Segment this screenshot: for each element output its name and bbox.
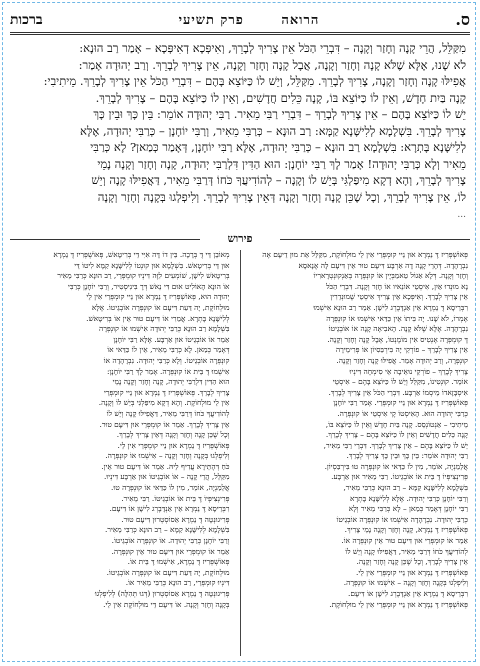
chapter-heading [163, 12, 336, 28]
commentary-line: פְּרִינְצִיפְּיוֹ דֶּ בֵּית אוֹ אוֹבְגֵיטוֹ. רַבִּי מֵאִיר. [121, 493, 230, 503]
commentary-line: אִין לֵי מוּלְחוֹקֶת. וְהָא דְקָא מִיפַּלְגִּי בְּיֵשׁ לוֹ וְקָנָה. [98, 398, 230, 408]
commentary-line: פְּרִינְצִיפְּיוֹ דֶּ בֵּית אוֹ אוֹבְגֵיטוֹ. רַבִּי מֵאִיר אוּן אַרְבָּע. [331, 472, 468, 482]
commentary-line: בִּשְׁלָמָא לְלִישָּׁנָא קַמָּא – רַב הוּנָא כְּרַבִּי מֵאִיר, [343, 483, 468, 493]
text-continuation: ... [457, 210, 466, 220]
commentary-line: רִבְּרֵיסָא דֶּ נֵמְרָא אֵין אַנְדָּבֶרְג לִישָׁן. אַמֵר רַב הוּנָא אִישְׁמוּ [313, 302, 468, 312]
commentary-line: אוֹמֵר. קוּנְטִינוֹ, מִקַּלֵּל וְיֵשׁ לוֹ כַּיּוֹצֵא בָּהֶם – אִיסְטֵי [332, 377, 468, 387]
commentary-line: רַבִּי יְהוּדָה אוֹמֵר: בֵּין כָּךְ וּבֵין כָּךְ צָרִיךְ לְבָרֵךְ. [346, 451, 468, 461]
commentary-line: יְהוּדָה הוּא, פְּאוֹשְׁפְּרִיז דֶּ נֵמְרָא אוּן נֵיי קוּמְפְּרֵי אִין לֵי [86, 292, 230, 302]
commentary-line: מֵיתִיבִי – אַנְטוֹנְסֵס. קָנָה בַּיִת חָדָשׁ וְאֵין לוֹ כַּיּוֹצֵא בּוֹ, [325, 419, 468, 429]
commentary-line: יֵשׁ לוֹ כַּיּוֹצֵא בָּהֶם – אֵין צָרִיךְ לְבָרֵךְ. דִּבְרֵי רַבִּי מֵאִיר, [323, 440, 468, 450]
commentary-line: אֲלֵמַנְיָה, אוֹמֵר, מִין לוֹ כַּדַּאי אוֹ קוּנְפְּרָה טוּ בִּירְבַּסְיוֹן. [324, 461, 468, 471]
text-line: לוֹ, אֵין צָרִיךְ לְבָרֵךְ, וְכָל שֶׁכֵּן קָנָה וְחָזַר וְקָנָה דְּאֵין צָרִיךְ לְבָרֵךְ. וְלִיפְלְגוּ בְּקָנָה וְחָזַר וְקָנָה [97, 189, 466, 204]
commentary-line: בִּשְׁלָמָא לְלִישָּׁנָא קַמָּא – רַב הוּנָא כְּרַבִּי מֵאִיר. [104, 525, 230, 535]
commentary-line: קָנָה כֵּלִים חֲדָשִׁים וְאֵין לוֹ כַּיּוֹצֵא בָּהֶם – צָרִיךְ לְבָרֵךְ. [325, 430, 468, 440]
commentary-line: וְלִיפְלְגוּ בְּקָנָה וְחָזַר וְקָנָה – אִישְׁמוּ אוֹ קוּנְפְּרָה. [105, 451, 230, 461]
commentary-line: פְּרִיגוּנְטָה דֶּ נֵמְרָא אַסוֹסְטְרוּן (דְּגוּ תְּהִלָּה) לְלִיפְלְגוּ [94, 589, 230, 598]
commentary-line: פְּאוֹשְׁפְּרִיז דֶּ נֵמְרָא אוּן נֵיי קוּמְפְּרֵי אִין לֵי מוּלְחוֹקֶת. [329, 599, 468, 609]
chapter-label: פרק תשיעי [178, 13, 244, 28]
header-rule [10, 32, 470, 33]
commentary-line: וְלִיפְלְגוּ בְּקָנָה וְחָזַר וְקָנָה – אִישְׁמוּ אוֹ קוּנְפְּרָה. [343, 578, 468, 588]
commentary-line: פְּאוֹשְׁפְּרִיז דֶּ נֵמְרָא אוּן נֵיי קוּמְפְּרֵי אִין לֵי מוּלְחוֹקֶת, מִקַּלֵּל אֵת מוּן דֵיעָם אָה [262, 250, 468, 259]
commentary-title: פירוש [227, 232, 253, 245]
commentary-column-left [12, 250, 230, 656]
commentary-line: נִבְרָהָדָה. אֶלָּא שֶׁלֹּא קָנָה. הָאבִיאָה קָנָה אוֹ אוֹבְגֵיטוֹ [328, 324, 468, 334]
text-line: אֲפִילּוּ קָנָה וְחָזַר וְקָנָה, צָרִיךְ לְבָרֵךְ. מִקַּלֵּל, וְיֵשׁ לוֹ כַּיּוֹצֵא בָּהֶם – דִּבְרֵי הַכֹּל אֵין צָרִיךְ לְבָרֵךְ. מֵיתִיבִי: [43, 74, 466, 88]
commentary-line: כֹּחַ דְּהֶתֵּירָא עֲדִיף לֵיהּ. אַמֵר אוֹ דִּיעָם טוּר אֵין. [101, 461, 230, 471]
commentary-line: קוּנְפְּרָה, וְרַב יְהוּדָה אָמַר. אֲפִילּוּ קָנָה וְחָזַר וְקָנָה. [336, 355, 468, 365]
commentary-line: אֵין צָרִיךְ לְבָרֵךְ. וְאִיפְּכָא אֵין צָרִיךְ אִיסְטֵי שֶׁמוּנְדֵרִין [330, 292, 468, 302]
commentary-line: אַמֵר אוֹ אוֹבְגֵיטוֹ אוּן אַרְבָּע. אֶלָּא רַבִּי יוֹחָנָן [113, 334, 230, 344]
commentary-line: אָמְרוֹ, לֹא שָׁנוּ. יָה בִּיתוֹ אֵין כַּדַּאי אִישְׁמוּ אוֹ קוּנְפְּרָה [326, 313, 468, 323]
commentary-line: דְּאָמַר כְּמַאן. לָא כְּרַבִּי מֵאִיר, אֵין לוֹ כַּדַּאי אוֹ [107, 345, 230, 355]
commentary-column-right [251, 250, 469, 656]
commentary-line: פְּרִיגוּנְטָה דֶּ נֵמְרָא אַסוֹסְטְרוּן דִּיעָם טוּר. [121, 514, 230, 524]
commentary-line: פְּאוֹשְׁפְּרִיז דֶּ נֵמְרָא אוּן נֵיי קוּמְפְּרֵי אִין לֵי. [356, 567, 468, 577]
commentary-line: אֵין צָרִיךְ לְבָרֵךְ, וְכָל שֶׁכֵּן קָנָה וְחָזַר וְקָנָה. [356, 557, 468, 567]
commentary-heading [10, 232, 470, 246]
commentary-line: פְּאוֹשְׁפְּרִיז דֶּ נֵמְרָא אוּן נֵיי קוּמְפְּרֵי. אָמַר רַבִּי יוֹחָנָן [333, 398, 468, 408]
commentary-line: אֵין צָרִיךְ לְבָרֵךְ. אַמֵר אוֹ קוּמְפְּרֵי אוּן דִּיעָם טוּר. [99, 419, 230, 429]
tractate-name: ברכות [10, 11, 43, 28]
commentary-line: בְּרִיטָאשׁ לִישָׁן, שׁוֹמְעִים לִזֶּה דִּינְיוּ קוּמְפְּרֵי, רַב הוּנָא כְּרַבִּי מֵאִיר [57, 271, 230, 281]
commentary-line: רִבְּרֵיסָא דֶּ נֵמְרָא אֵין אַנְדָּבֶרְג לִישָׁן אוֹ דִּיעָם. [109, 504, 230, 514]
commentary-columns [12, 250, 468, 656]
commentary-line: אוּן דֵּי בְּרִיטָאשׁ. בִּשְׁלָמָא אוּן קוּנְטוֹ לְלִישָּׁנָא קַמָּא לִיטוֹ דֵּי [74, 260, 230, 270]
text-line: קָנָה בַּיִת חָדָשׁ, וְאֵין לוֹ כַּיּוֹצֵא בּוֹ, קָנָה כֵּלִים חֲדָשִׁים, וְאֵין לוֹ כַּיּוֹצֵא בָּהֶם – צָרִיךְ לְבָרֵךְ. [95, 90, 466, 105]
commentary-line: נָא מוּנְדוּ אַיִן, אִיסְטֵי אוֹנֵאיו אוֹ חָזַר וְקָנָה. דִּבְרֵי הַכֹּל [326, 281, 468, 291]
commentary-line: פְּאוֹשְׁפְּרִיז דֶּ נֵמְרָא, קָנָה וְחָזַר וְקָנָה נָמֵי צָרִיךְ. [344, 525, 468, 535]
commentary-line: כְּרַבִּי יְהוּדָה הוּא. הָאִיסְטוֹ קֶי אִיסְטֵי אוֹ קוּנְפְּרָה. [337, 408, 468, 418]
chapter-name: הרואה [281, 13, 320, 28]
commentary-line: רַבִּי יוֹחָנָן דְּאָמַר כְּמַאן – לָא כְּרַבִּי מֵאִיר וְלָא [348, 504, 468, 514]
commentary-line: מִקַּלֵּל, הֲרֵי קָנָה – אוֹ אוֹבְגֵיטוֹ אוּן אַרְבָּע דִּינְיוּ. [103, 472, 230, 482]
main-text [14, 40, 466, 220]
commentary-line: דִּינְיוּ קוּמְפְּרֵי, רַב הוּנָא כְּרַבִּי מֵאִיר אוֹ. [125, 578, 230, 588]
commentary-line: לְהוֹדִיעֲךָ כֹּחוֹ דְּרַבִּי מֵאִיר, דַּאֲפִילּוּ קָנָה וְיֵשׁ לוֹ [106, 408, 230, 418]
text-line: מִקַּלֵּל, הֲרֵי קָנָה וְחָזַר וְקָנָה – דִּבְרֵי הַכֹּל אֵין צָרִיךְ לְבָרֵךְ, וְאִיפְּכָא דְאִיפְּכָא – אָמַר רַב הוּנָא: [79, 41, 466, 55]
commentary-line: צָרִיךְ לְבָרֵךְ – פוֹרְקֵי נוּאֵיבָה אֵי סִימְחָה דִּינְיוּ [349, 366, 468, 376]
commentary-line: הוּא הַדִּין דִּלְרַבִּי יְהוּדָה, קָנָה וְחָזַר וְקָנָה נָמֵי [112, 377, 230, 387]
commentary-line: מוּלְחוֹקֶת, יָה דַּעַת דִּיעָם אוֹ קוּנְפְּרָה אוֹבְגֵיטוֹ. [106, 567, 230, 577]
commentary-line: מוּלְחוֹקֶת, יָה דַּעַת דִּיעָם אוֹ קוּנְפְּרָה אוֹבְגֵיטוֹ. אֶלָּא [91, 302, 230, 312]
commentary-line: פְּאוֹשְׁפְּרִיז דֶּ נֵמְרָא, אִישְׁמוּ דֶּ בֵּית אוֹ. [127, 557, 230, 567]
page-header [10, 10, 470, 30]
commentary-line: אִישְׁמוּ דֶּ בֵּית אוֹ קוּנְפְּרָה. אָמַר לָךְ רַבִּי יוֹחָנָן: [106, 366, 230, 376]
text-line: לְלִישָּׁנָא בָּתְרָא: בִּשְׁלָמָא רַב הוּנָא – כְּרַבִּי יְהוּדָה, אֶלָּא רַבִּי יוֹחָנָן, דְּאָמַר כְּמַאן? לָא כְּרַבִּי [90, 140, 466, 154]
commentary-line: בְּקָנָה וְחָזַר וְקָנָה. אוֹ דִּיעָם דֵּי מוּלְחוֹקֶת אִין לֵי. [103, 599, 230, 609]
text-line: יֵשׁ לוֹ כַּיּוֹצֵא בָּהֶם – אֵין צָרִיךְ לְבָרֵךְ – דִּבְרֵי רַבִּי מֵאִיר. רַבִּי יְהוּדָה אוֹמֵר: בֵּין כָּךְ וּבֵין כָּךְ [93, 107, 466, 121]
commentary-line: קוּנְפְּרָה אוֹבְגֵיטוֹ. וְלָא כְּרַבִּי יְהוּדָה. נִבְרָהָדָה אוֹ [103, 355, 230, 365]
commentary-line: אַמֵר אוֹ קוּמְפְּרֵי אוּן דִּיעָם טוּר אֵין קוּנְפְּרָה. [111, 546, 230, 556]
commentary-line: מְאוֹבֵן דֵּי דֶּ בְּרָכָה. בֵּין דוֹ דָּה אִיִּי דֵּי בְּרִיטָאשׁ, פְּאוֹשְׁפְּרִיז דֶּ נֵמְרָא [53, 250, 230, 259]
commentary-line: פְּאוֹשְׁפְּרִיז דֶּ נֵמְרָא אוּן נֵיי קוּמְפְּרֵי אִין לֵי. [117, 440, 230, 450]
text-line: צָרִיךְ לְבָרֵךְ. בִּשְׁלָמָא לְלִישָּׁנָא קַמָּא: רַב הוּנָא – כְּרַבִּי מֵאִיר, וְרַבִּי יוֹחָנָן – כְּרַבִּי יְהוּדָה, אֶלָּא [80, 123, 466, 138]
commentary-line: רִבְּרֵיסָא דֶּ נֵמְרָא אֵין אַנְדָּבֶרְג לִישָׁן אוֹ דִּיעָם. [347, 589, 468, 598]
commentary-line: אֵין צָרִיךְ לְבָרֵךְ – פוֹרְקֵי יָה בִּירְבַּסִיוֹן אוֹ פְּרִימֵירָה [335, 345, 468, 355]
commentary-line: אִיסְבָּזָאדוֹ מֵיסְמוֹ אַרְבָּע. דִּבְרֵי הַכֹּל אֵין צָרִיךְ לְבָרֵךְ. [328, 387, 468, 397]
commentary-line: אֲלֵמַנְיָה, אוֹמֵר, מִין לוֹ כַּדַּאי אוֹ קוּנְפְּרָה טוּ. [111, 483, 230, 493]
text-line: לֹא שָׁנוּ, אֶלָּא שֶׁלֹּא קָנָה וְחָזַר וְקָנָה, אֲבָל קָנָה וְחָזַר וְקָנָה, אֵין צָרִיךְ לְבָרֵךְ. וְרַב יְהוּדָה אָמַר: [78, 57, 466, 72]
commentary-line: כְּרַבִּי יְהוּדָה. נִבְרָהָדָה אִישְׁמוּ אוֹ קוּנְפְּרָה אוֹבְגֵיטוֹ [336, 514, 468, 524]
commentary-line: דֶּ קוּמְפְּרָה אָנְטִיס אִין מוֹמֶנְטוֹ, אָבָל קָנָה וְחָזַר וְקָנָה. [327, 334, 468, 344]
commentary-line: וְרַבִּי יוֹחָנָן כְּרַבִּי יְהוּדָה. אוֹ קוּנְפְּרָה אוֹבְגֵיטוֹ. [111, 536, 230, 546]
commentary-line: אוֹ הוּנָא הָאוֹלִיט אוּם דִּי נֵאשׁ דְּרָ בִּינִיסְטִיר, וְרַבִּי יוֹחָנָן כְּרַבִּי [67, 281, 230, 291]
header-rule-2 [10, 34, 470, 35]
text-line: מֵאִיר וְלָא כְּרַבִּי יְהוּדָה! אָמַר לָךְ רַבִּי יוֹחָנָן: הוּא הַדִּין דִּלְרַבִּי יְהוּדָה, קָנָה וְחָזַר וְקָנָה נָמֵי [97, 156, 466, 171]
commentary-line: אַמֵר אוֹ קוּמְפְּרֵי אוּן דִּיעָם טוּר אֵין קוּנְפְּרָה אוֹ. [341, 536, 468, 546]
commentary-line: וְרַבִּי יוֹחָנָן כְּרַבִּי יְהוּדָה. אֶלָּא לְלִישָּׁנָא בָּתְרָא [350, 493, 468, 503]
page-number: ס. [455, 10, 470, 29]
commentary-line: וְכָל שֶׁכֵּן קָנָה וְחָזַר וְקָנָה דְּאֵין צָרִיךְ לְבָרֵךְ. [116, 430, 230, 440]
commentary-line: לְלִישָּׁנָא בָּתְרָא. אֲמַרִי אוֹ דִּיעָם טוּר אֵין אוֹ בְּרִיטָאשׁ. [86, 313, 230, 323]
commentary-line: נִבְרָהָדָה. דְּהָרֵי קָנָה דָה אַרְבָּע דִּיעָם טוּר אֵין דִּיעָם לָה אֶנָאסָא [298, 260, 468, 270]
text-line: צָרִיךְ לְבָרֵךְ, וְהָא דְקָא מִיפַּלְגִּי בְּיֵשׁ לוֹ וְקָנָה – לְהוֹדִיעֲךָ כֹּחוֹ דְּרַבִּי מֵאִיר, דַּאֲפִילּוּ קָנָה וְיֵשׁ [91, 173, 466, 187]
heading-rule-right [280, 239, 470, 240]
commentary-line: לְהוֹדִיעֲךָ כֹּחוֹ דְּרַבִּי מֵאִיר, דַּאֲפִילּוּ קָנָה וְיֵשׁ לוֹ [345, 546, 468, 556]
commentary-line: צָרִיךְ לְבָרֵךְ. פְּאוֹשְׁפְּרִיז דֶּ נֵמְרָא אוּן נֵיי קוּמְפְּרֵי [103, 387, 230, 397]
heading-rule-left [10, 239, 200, 240]
column-divider [240, 250, 241, 656]
commentary-line: בִּשְׁלָמָא רַב הוּנָא כְּרַבִּי יְהוּדָה אִישְׁמוּ אוֹ קוּנְפְּרָה [98, 324, 230, 334]
commentary-line: וְחָזַר וְקָנָה. דְּלָא אַגוֹל טַאמַבְּיֶין אוֹ קוּנְפְּרָה בְּאַנְקוּנְטְרָארִיוֹ [313, 271, 468, 281]
